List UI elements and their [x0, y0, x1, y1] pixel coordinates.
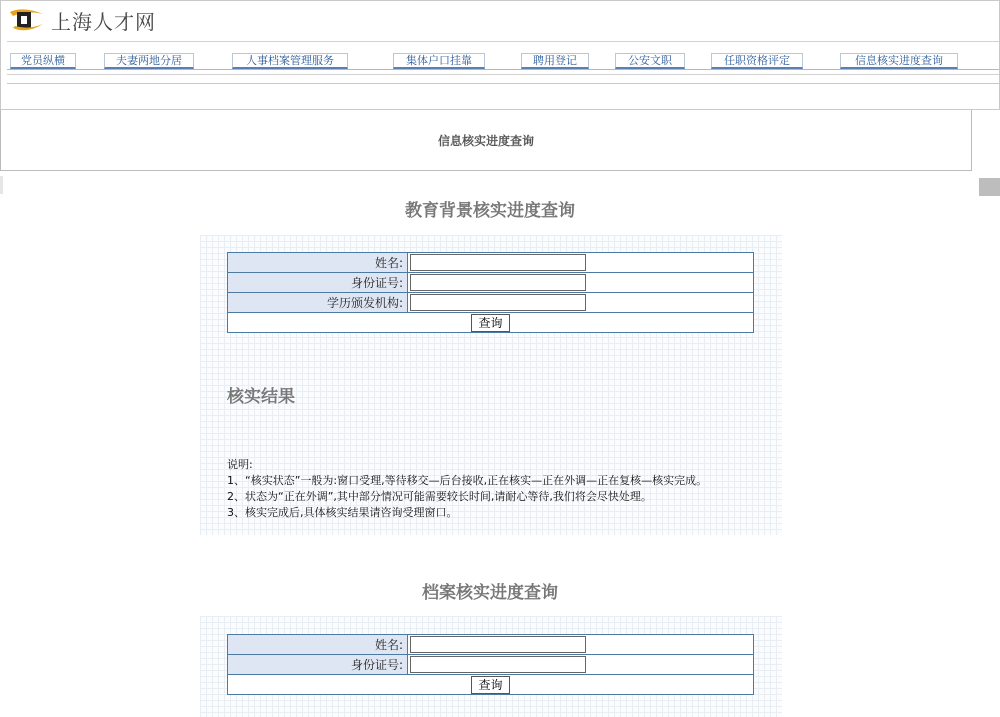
logo-icon — [9, 8, 45, 32]
archive-id-input[interactable] — [410, 656, 586, 673]
result-title: 核实结果 — [227, 387, 295, 407]
form-row — [228, 253, 754, 273]
notes-heading: 说明: — [227, 458, 253, 471]
nav-underline — [7, 69, 999, 70]
page-title: 信息核实进度查询 — [437, 134, 534, 148]
form-row — [228, 293, 754, 313]
id-number-label: 身份证号: — [228, 655, 408, 675]
nav-tab-spouse[interactable]: 夫妻两地分居 — [104, 53, 194, 69]
note-item-1: 1、“核实状态”一般为:窗口受理,等待移交—后台接收,正在核实—正在外调—正在复核—核实完成。 — [227, 474, 708, 487]
left-edge-marker — [0, 176, 3, 194]
archive-form — [227, 634, 754, 695]
issuer-label: 学历颁发机构: — [228, 293, 408, 313]
note-item-3: 3、核实完成后,具体核实结果请咨询受理窗口。 — [227, 506, 458, 519]
scrollbar-thumb[interactable] — [979, 178, 1000, 196]
edu-issuer-input[interactable] — [410, 294, 586, 311]
form-row — [228, 313, 754, 333]
title-box — [0, 110, 972, 171]
form-row — [228, 675, 754, 695]
nav-tab-qualification[interactable]: 任职资格评定 — [711, 53, 803, 69]
nav-tab-employment[interactable]: 聘用登记 — [521, 53, 589, 69]
form-row — [228, 635, 754, 655]
nav-tab-verification[interactable]: 信息核实进度查询 — [840, 53, 958, 69]
site-name: 上海人才网 — [51, 9, 156, 34]
notes — [227, 457, 762, 521]
note-item-2: 2、状态为“正在外调”,其中部分情况可能需要较长时间,请耐心等待,我们将会尽快处理。 — [227, 490, 652, 503]
form-row — [228, 655, 754, 675]
edu-query-button[interactable]: 查询 — [471, 314, 509, 332]
edu-name-input[interactable] — [410, 254, 586, 271]
form-row — [228, 273, 754, 293]
archive-name-input[interactable] — [410, 636, 586, 653]
site-header — [0, 0, 1000, 110]
sub-nav-strip — [7, 83, 999, 84]
nav-tab-police[interactable]: 公安文职 — [615, 53, 685, 69]
education-form — [227, 252, 754, 333]
nav-tab-party[interactable]: 党员纵横 — [10, 53, 76, 69]
edu-id-input[interactable] — [410, 274, 586, 291]
archive-panel — [200, 616, 782, 717]
site-logo[interactable] — [9, 7, 156, 33]
education-section-title: 教育背景核实进度查询 — [405, 201, 575, 221]
archive-query-button[interactable]: 查询 — [471, 676, 509, 694]
id-number-label: 身份证号: — [228, 273, 408, 293]
nav-tab-household[interactable]: 集体户口挂靠 — [393, 53, 485, 69]
name-label: 姓名: — [228, 253, 408, 273]
main-nav — [7, 41, 999, 75]
name-label: 姓名: — [228, 635, 408, 655]
education-panel — [200, 235, 782, 535]
nav-tab-archives[interactable]: 人事档案管理服务 — [232, 53, 348, 69]
archive-section-title: 档案核实进度查询 — [422, 583, 558, 603]
